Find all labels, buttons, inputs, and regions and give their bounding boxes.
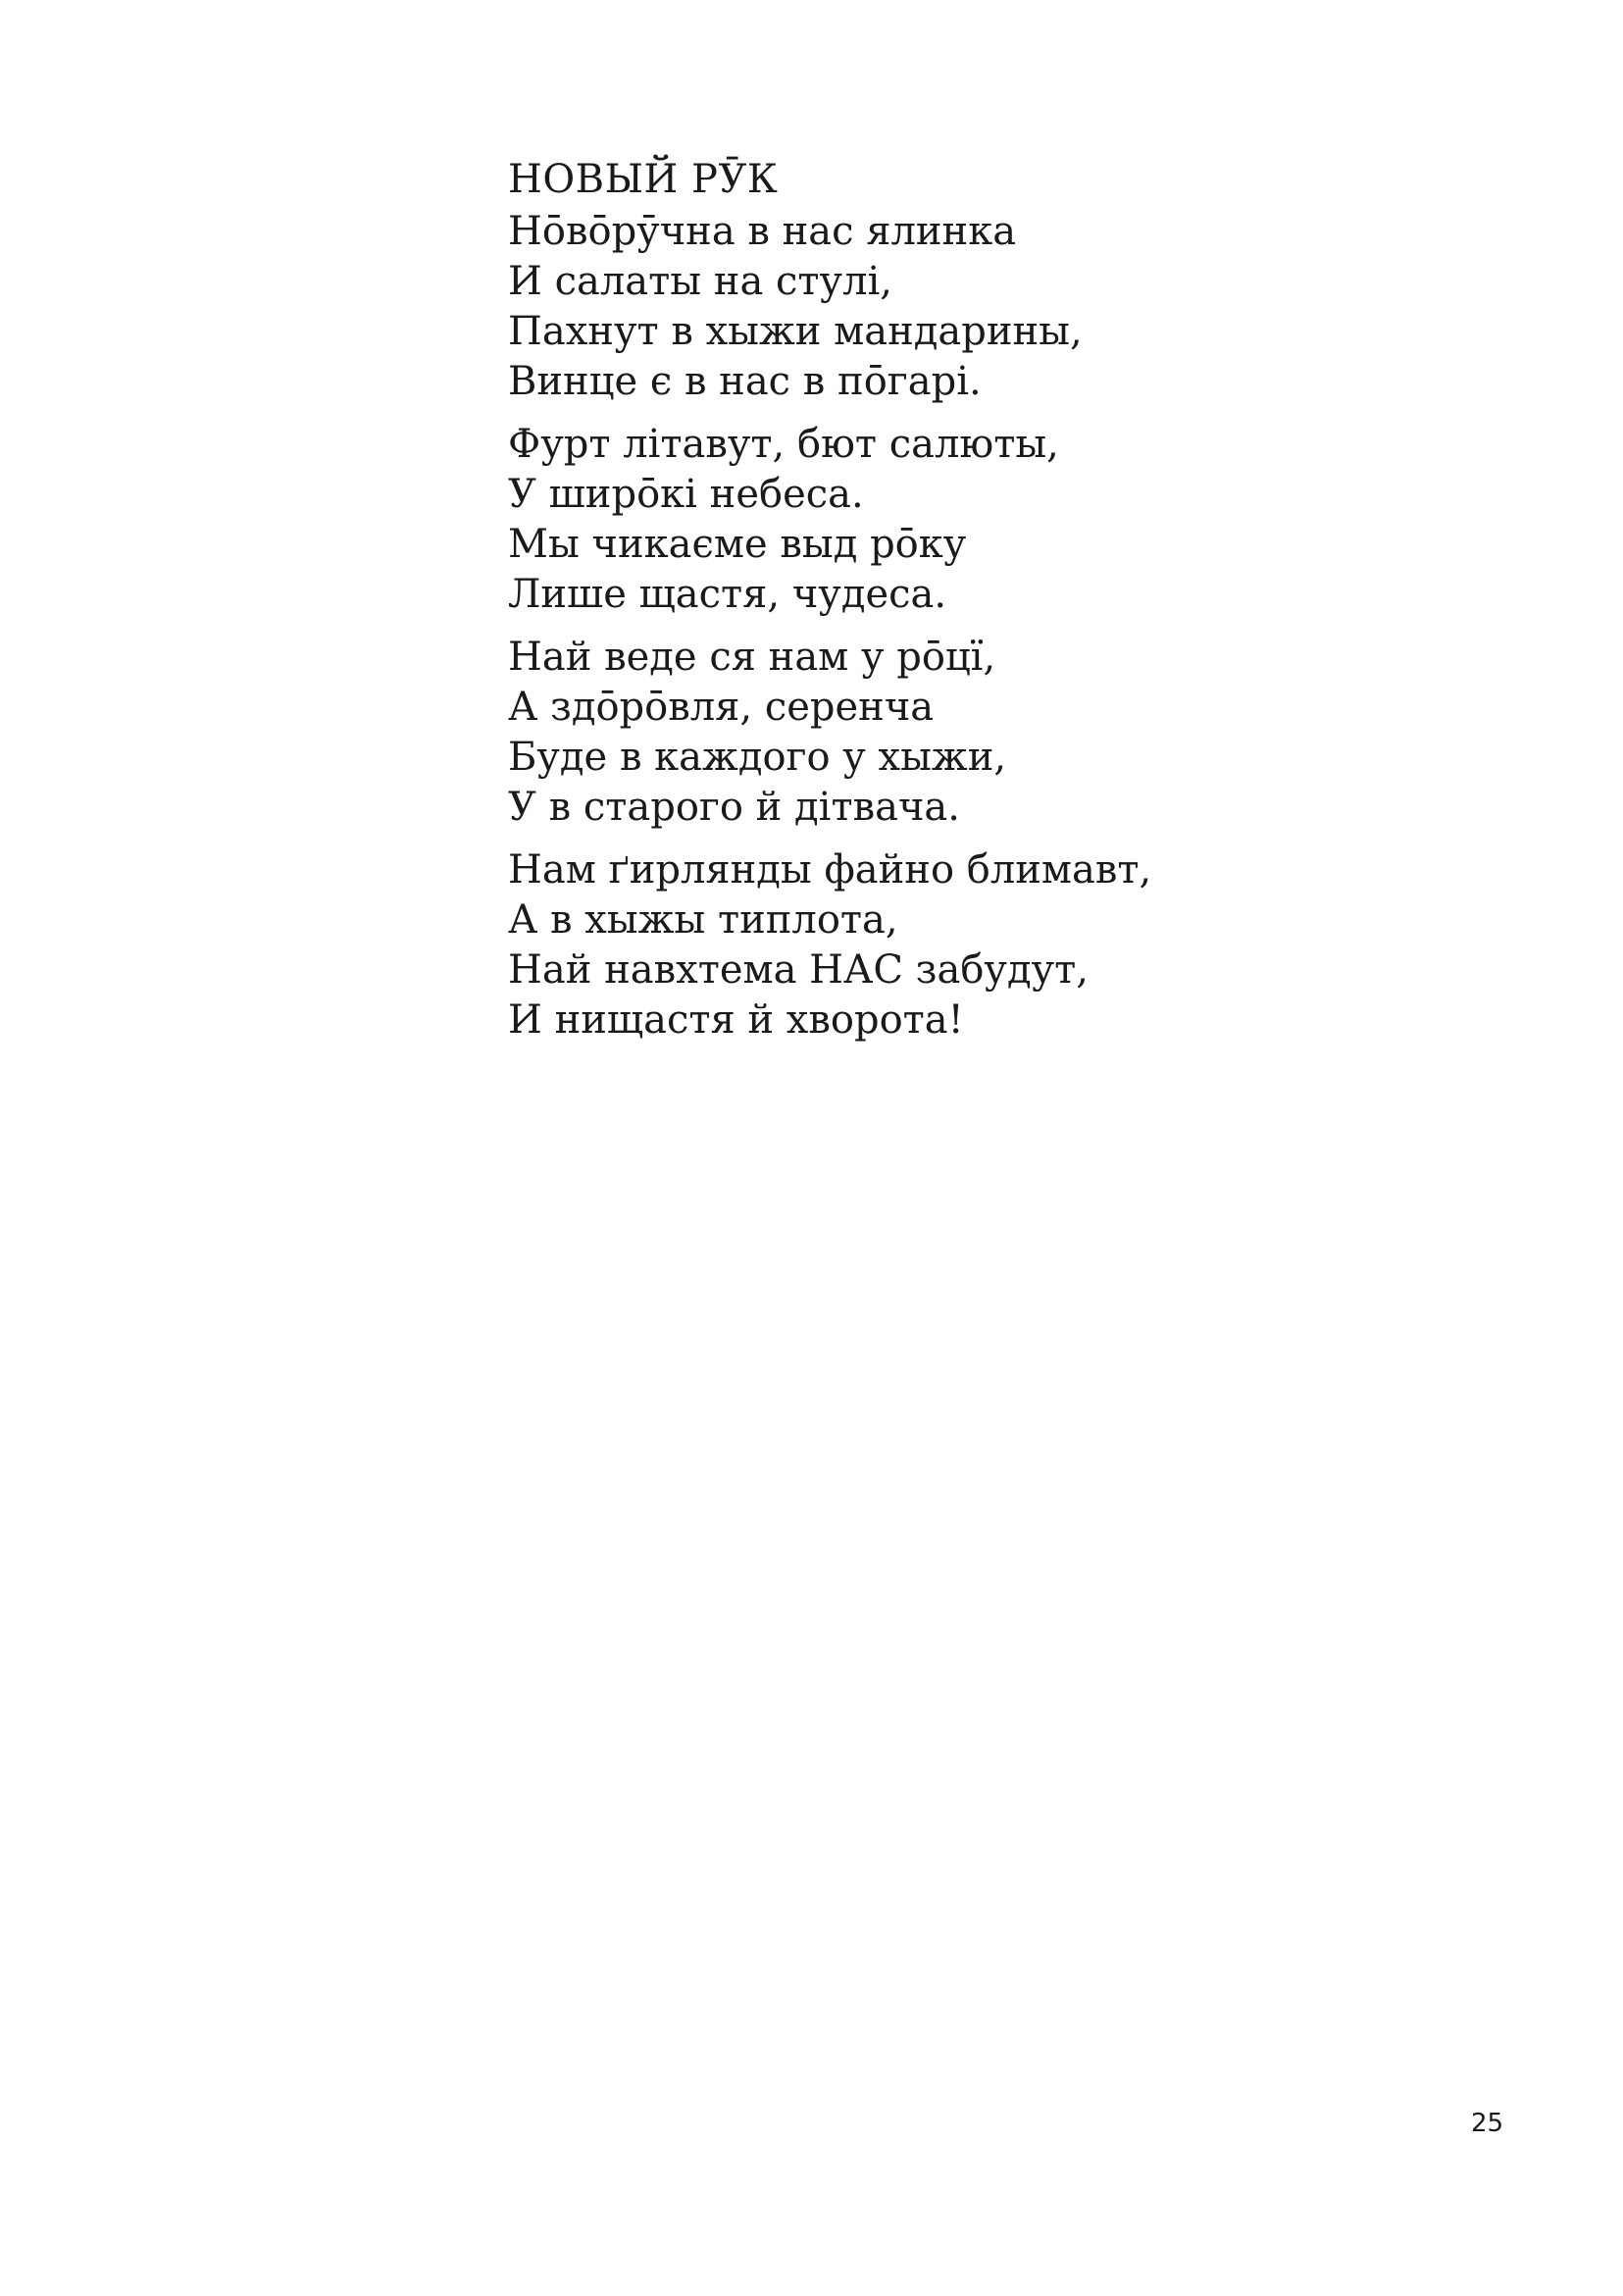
- poem-title: НОВЫЙ РӮК: [508, 157, 779, 202]
- stanza-3: [508, 633, 1293, 833]
- poem: [508, 155, 1293, 1058]
- poem-line: Фурт літавут, бют салюты,: [508, 422, 1059, 467]
- poem-line: И салаты на стулі,: [508, 259, 892, 304]
- stanza-2: [508, 420, 1293, 620]
- poem-line: Пахнут в хыжи мандарины,: [508, 309, 1083, 354]
- poem-line: Най веде ся нам у рōцї,: [508, 635, 996, 680]
- page-number: 25: [1471, 2109, 1504, 2138]
- poem-line: Най навхтема НАС забудут,: [508, 947, 1089, 993]
- poem-line: У в старого й дітвача.: [508, 785, 960, 830]
- poem-line: А здōрōвля, серенча: [508, 685, 935, 730]
- poem-line: У ширōкі небеса.: [508, 472, 864, 517]
- poem-line: Винце є в нас в пōгарі.: [508, 359, 982, 404]
- stanza-4: [508, 845, 1293, 1046]
- stanza-1: [508, 207, 1293, 407]
- poem-line: И нищастя й хворота!: [508, 997, 964, 1043]
- poem-line: Нам ґирлянды файно блимавт,: [508, 847, 1152, 893]
- poem-line: А в хыжы типлота,: [508, 897, 898, 943]
- poem-line: Буде в каждого у хыжи,: [508, 735, 1007, 780]
- poem-line: Нōвōрӯчна в нас ялинка: [508, 209, 1017, 254]
- poem-line: Лише щастя, чудеса.: [508, 572, 947, 617]
- poem-line: Мы чикаєме выд рōку: [508, 522, 967, 567]
